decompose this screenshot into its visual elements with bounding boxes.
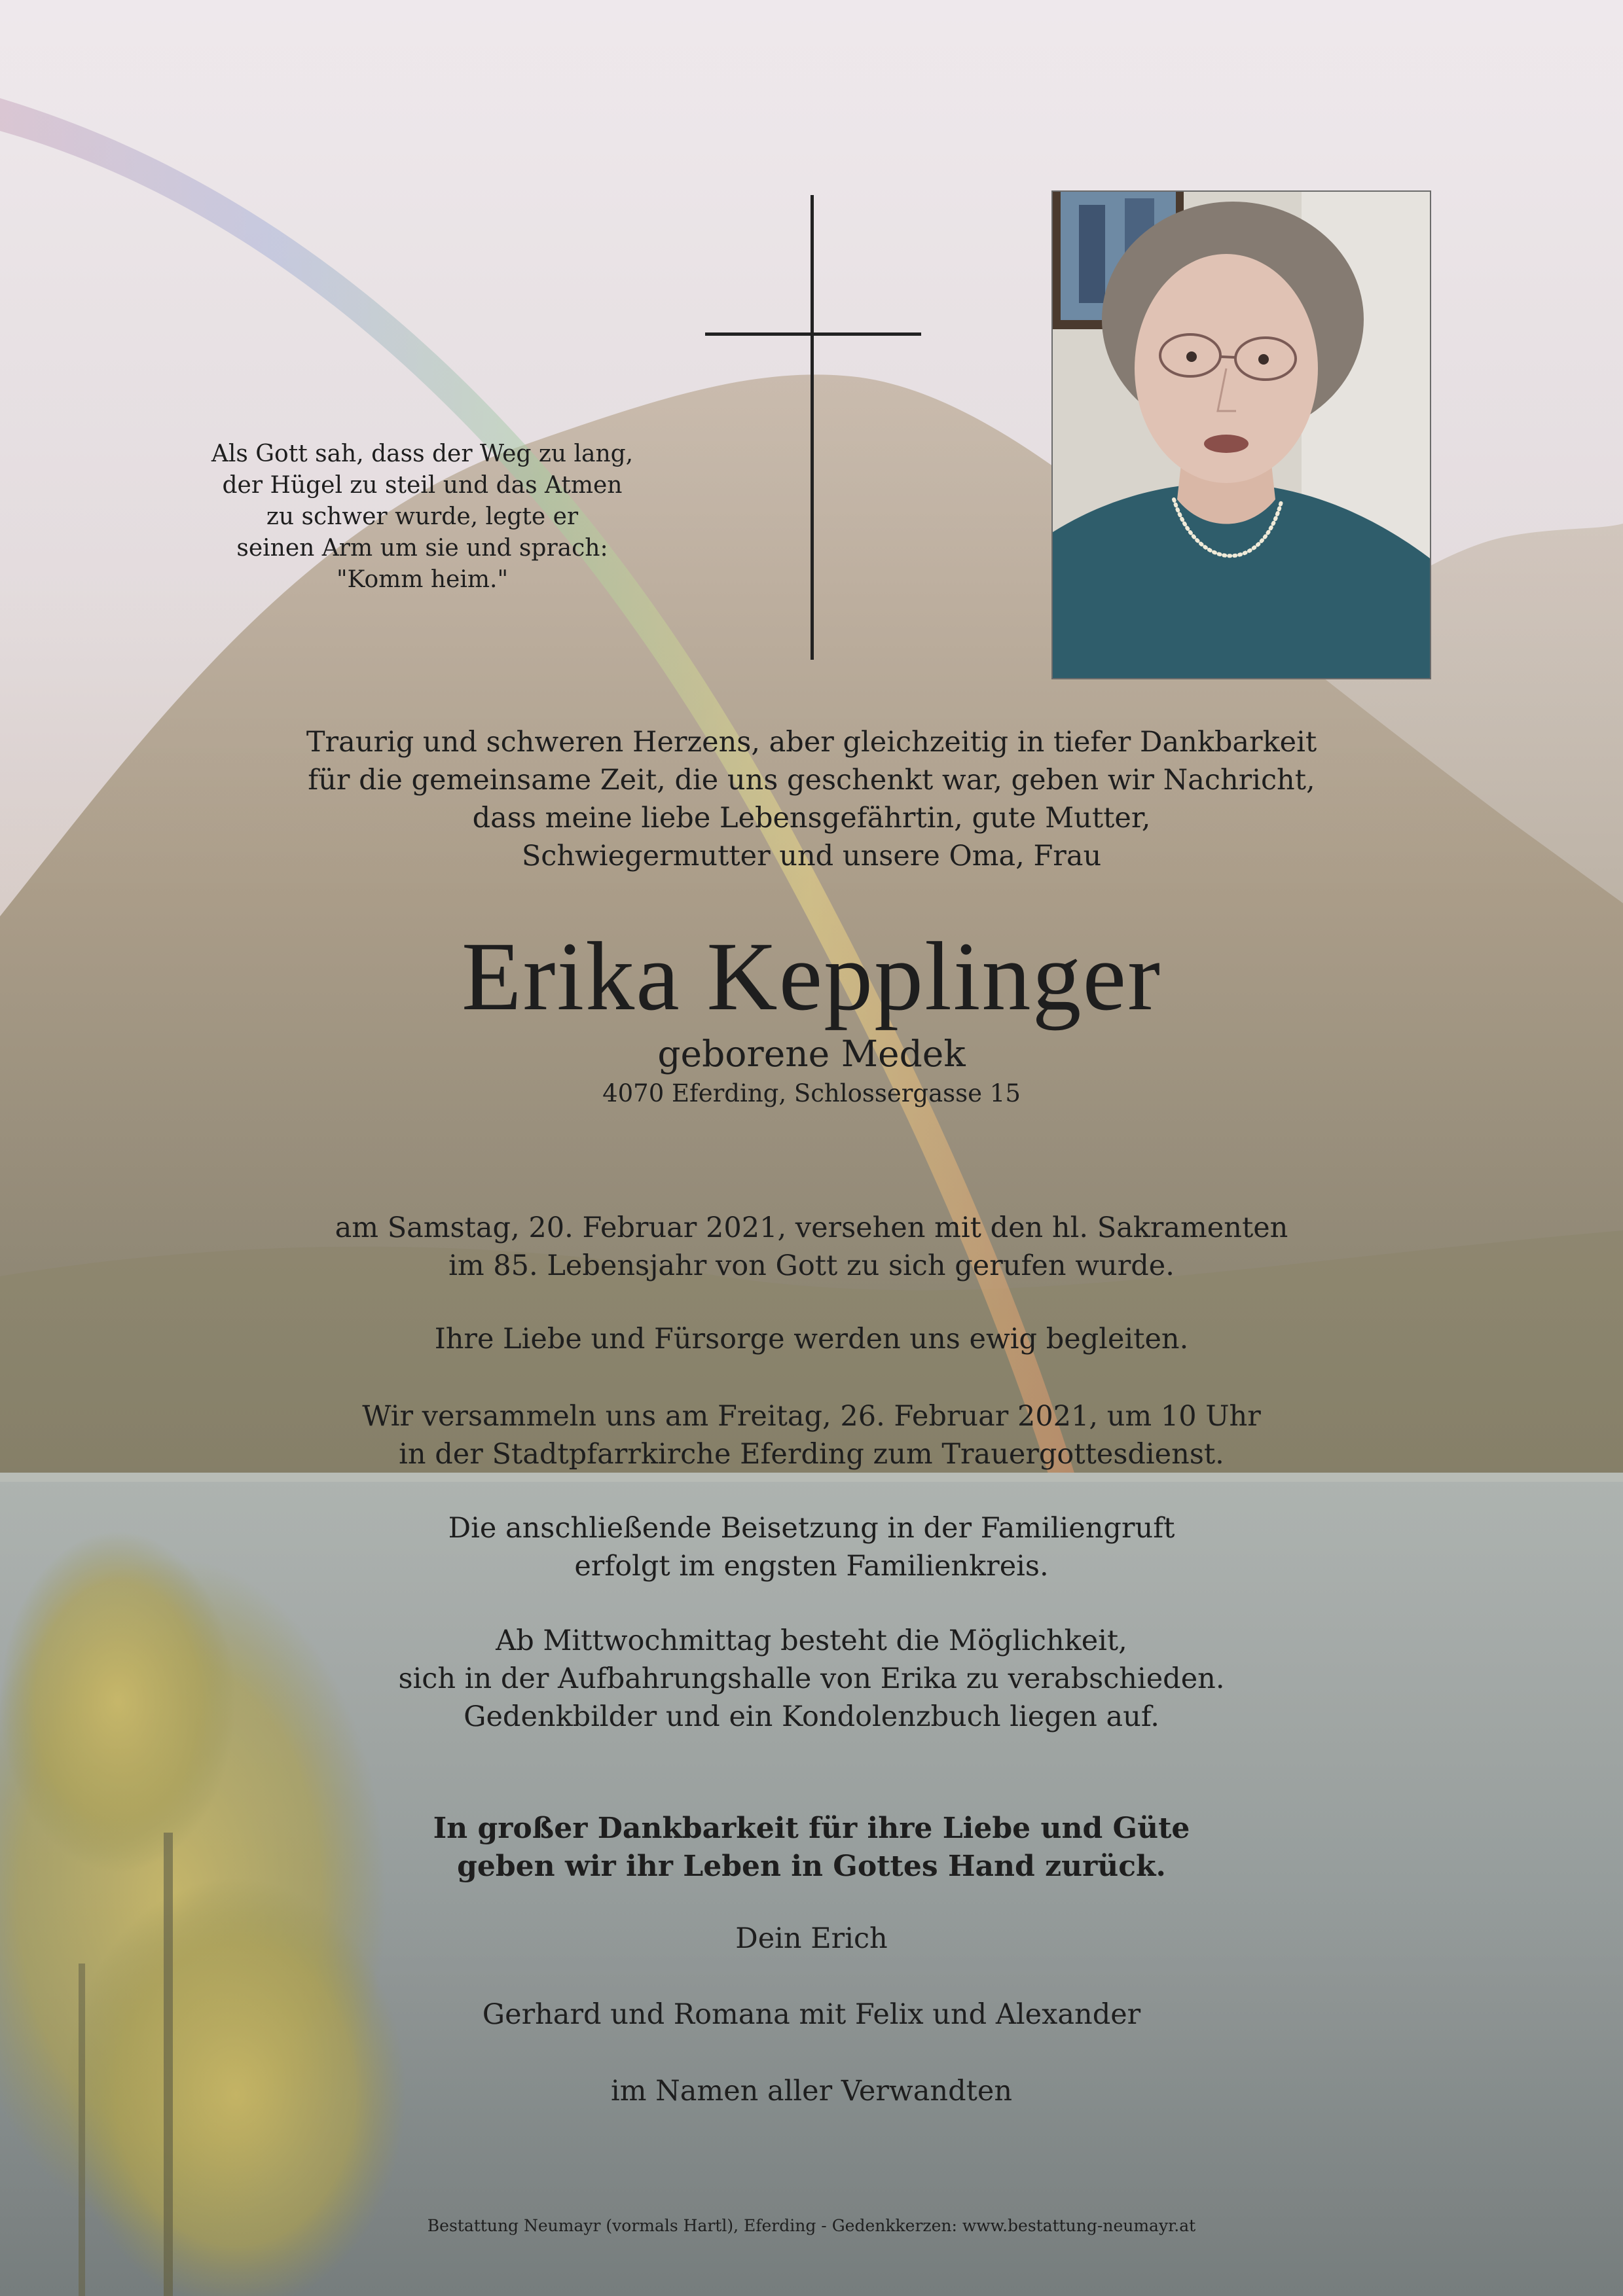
poem-line: der Hügel zu steil und das Atmen [222, 472, 623, 499]
closing-line: In großer Dankbarkeit für ihre Liebe und Güte [433, 1812, 1190, 1845]
closing-statement [0, 1810, 1623, 1886]
intro-text [0, 723, 1623, 875]
paragraph-line: erfolgt im engsten Familienkreis. [574, 1550, 1049, 1583]
remembrance-paragraph [0, 1320, 1623, 1358]
paragraph-line: Die anschließende Beisetzung in der Familiengruft [448, 1512, 1175, 1545]
poem-line: zu schwer wurde, legte er [266, 503, 579, 530]
poem-line: "Komm heim." [336, 566, 509, 593]
signature-partner: Dein Erich [735, 1922, 888, 1955]
deceased-address: 4070 Eferding, Schlossergasse 15 [602, 1079, 1021, 1107]
paragraph-line: Wir versammeln uns am Freitag, 26. Februar 2021, um 10 Uhr [362, 1400, 1261, 1433]
poem-line: seinen Arm um sie und sprach: [236, 535, 608, 562]
paragraph-line: Gedenkbilder und ein Kondolenzbuch liegen auf. [464, 1700, 1159, 1733]
death-notice-paragraph [0, 1209, 1623, 1285]
intro-line: dass meine liebe Lebensgefährtin, gute Mutter, [472, 802, 1151, 834]
service-paragraph [0, 1397, 1623, 1473]
paragraph-line: sich in der Aufbahrungshalle von Erika zu verabschieden. [398, 1662, 1225, 1695]
signature-family: Gerhard und Romana mit Felix und Alexander [482, 1998, 1141, 2031]
closing-line: geben wir ihr Leben in Gottes Hand zurück. [457, 1850, 1166, 1883]
cross-horizontal-bar [705, 332, 921, 336]
paragraph-line: Ab Mittwochmittag besteht die Möglichkeit, [496, 1624, 1127, 1657]
paragraph-line: im 85. Lebensjahr von Gott zu sich gerufen wurde. [448, 1249, 1175, 1282]
paragraph-line: in der Stadtpfarrkirche Eferding zum Trauergottesdienst. [399, 1438, 1224, 1471]
burial-paragraph [0, 1509, 1623, 1585]
poem-line: Als Gott sah, dass der Weg zu lang, [211, 440, 634, 467]
paragraph-line: am Samstag, 20. Februar 2021, versehen mit den hl. Sakramenten [335, 1211, 1288, 1244]
cross-vertical-bar [811, 195, 814, 660]
deceased-name: Erika Kepplinger [461, 922, 1162, 1031]
farewell-paragraph [0, 1622, 1623, 1736]
funeral-home-footer: Bestattung Neumayr (vormals Hartl), Eferding - Gedenkkerzen: www.bestattung-neumayr.at [427, 2216, 1196, 2235]
paragraph-line: Ihre Liebe und Fürsorge werden uns ewig begleiten. [434, 1323, 1189, 1355]
intro-line: für die gemeinsame Zeit, die uns geschenkt war, geben wir Nachricht, [308, 764, 1315, 797]
intro-line: Traurig und schweren Herzens, aber gleichzeitig in tiefer Dankbarkeit [306, 726, 1317, 759]
maiden-name: geborene Medek [657, 1033, 966, 1075]
poem [196, 439, 648, 596]
intro-line: Schwiegermutter und unsere Oma, Frau [521, 840, 1102, 872]
signature-relatives: im Namen aller Verwandten [610, 2075, 1013, 2108]
portrait-photo [1051, 190, 1431, 679]
